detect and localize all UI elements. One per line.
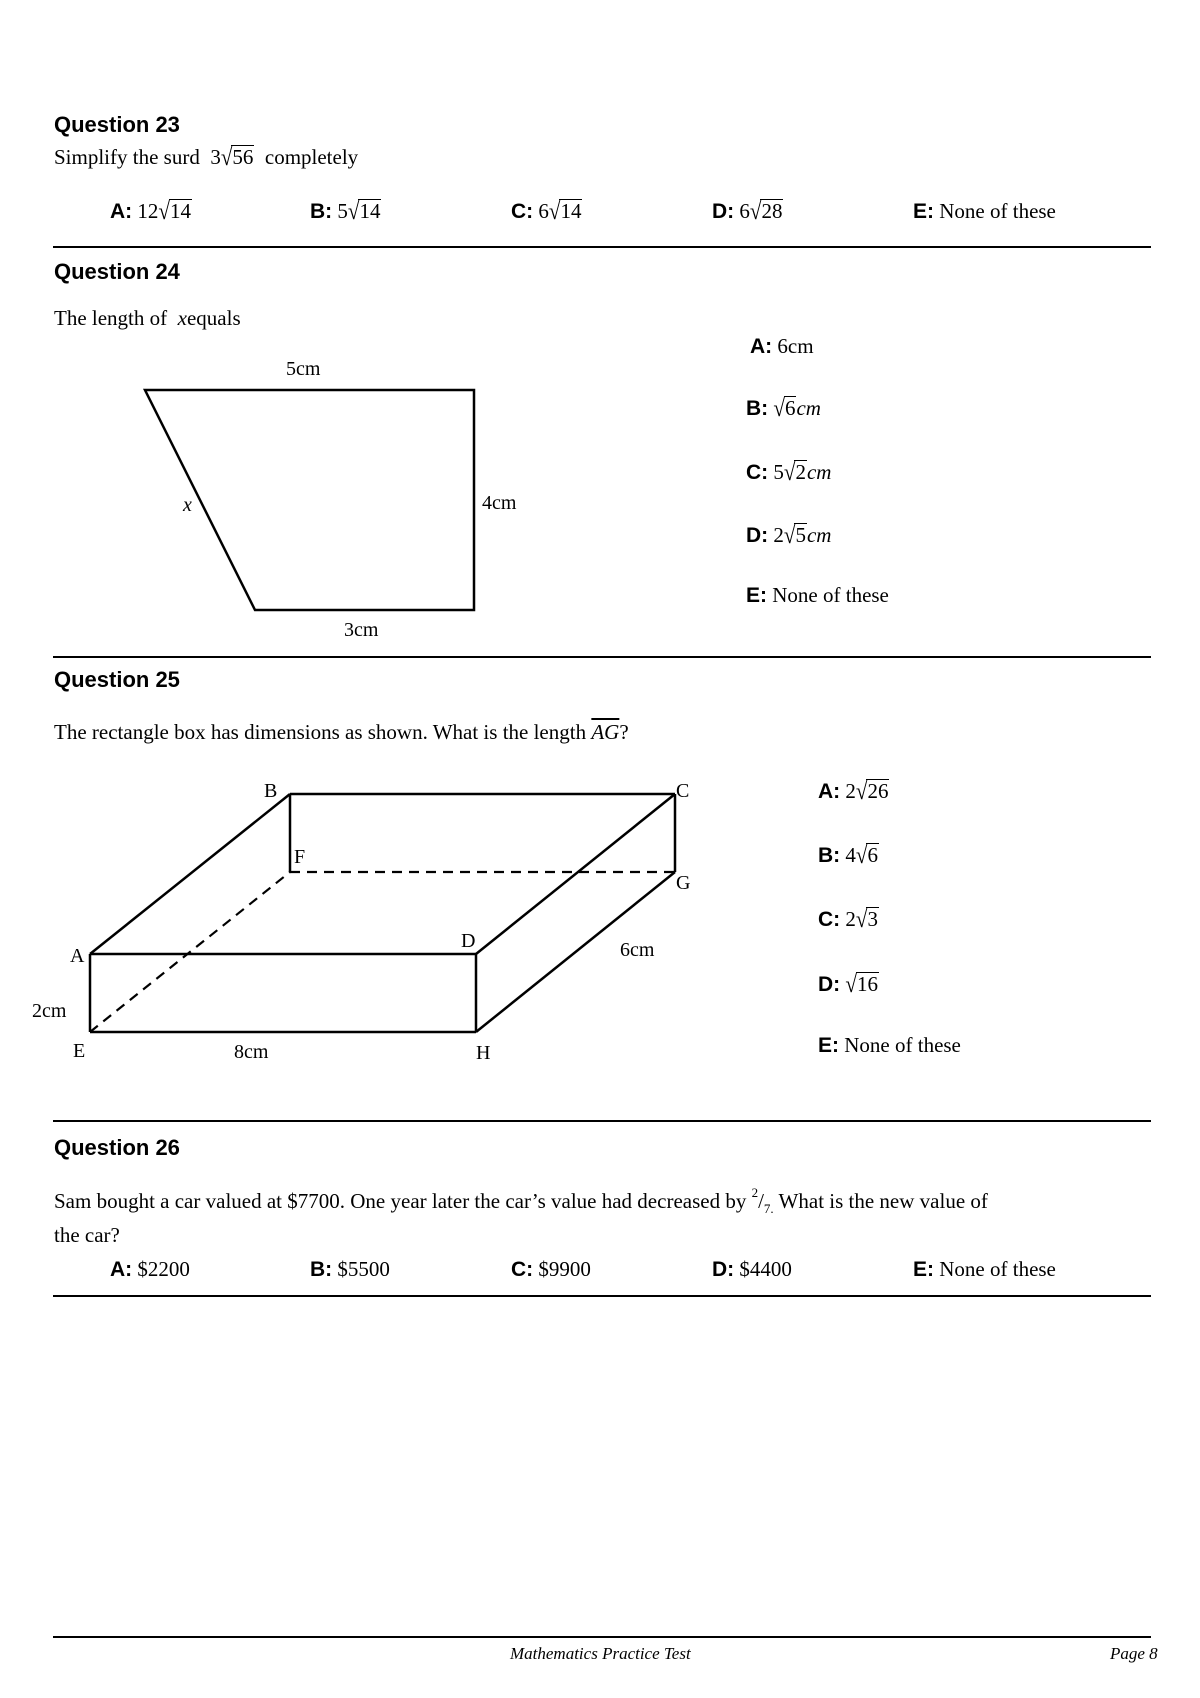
question-26-prompt: Sam bought a car valued at $7700. One year later the car’s value had decreased by $^2/_{7.}$ What is the new value of the car? [54,1185,988,1248]
vertex-d: D [461,930,476,952]
option-radicand: 26 [867,779,889,803]
prompt-segment: $\overline{AG}$ [591,720,620,744]
q26-option-e[interactable] [913,1257,1056,1282]
label-slant-side: x [183,494,192,516]
option-radicand: 14 [169,199,191,223]
prompt-text-line2: the car? [54,1223,120,1248]
option-radicand: 2 [795,460,806,484]
option-radicand: 6 [867,843,878,867]
vertex-g: G [676,872,691,894]
prompt-text: The length of [54,306,168,330]
option-coefficient: 4 [845,843,856,867]
option-letter: A: [110,200,133,223]
option-letter: D: [712,1258,735,1281]
option-radicand: 14 [359,199,381,223]
prompt-text: The rectangle box has dimensions as shown. What is the length [54,720,587,744]
option-letter: D: [712,200,735,223]
q23-option-b[interactable]: B: 5√14 [310,197,381,225]
question-26-title: Question 26 [54,1135,180,1160]
option-letter: A: [750,335,773,358]
option-letter: B: [310,1258,333,1281]
option-letter: D: [746,524,769,547]
q24-option-b[interactable]: B: √6cm [746,394,821,422]
q23-option-d[interactable]: D: 6√28 [712,197,783,225]
prompt-text: Simplify the surd [54,145,200,169]
q26-option-b[interactable] [310,1257,390,1282]
option-text: $4400 [739,1257,792,1281]
option-coefficient: 6 [739,199,750,223]
option-letter: E: [913,1258,934,1281]
divider [53,1295,1151,1297]
footer-title: Mathematics Practice Test [510,1644,691,1663]
option-unit: cm [796,396,821,420]
question-24-title: Question 24 [54,259,180,284]
option-radicand: 14 [560,199,582,223]
option-letter: B: [746,397,769,420]
q23-option-a[interactable]: A: 12√14 [110,197,191,225]
edge-dc [476,794,675,954]
option-unit: cm [806,523,832,547]
option-letter: A: [110,1258,133,1281]
q25-option-c[interactable]: C: 2√3 [818,905,878,933]
option-coefficient: 2 [845,779,856,803]
surd-radicand: 56 [232,145,254,169]
edge-ab [90,794,290,954]
edge-ef-hidden [90,872,290,1032]
prompt-surd: 3√56 [210,143,254,171]
option-text: $9900 [538,1257,591,1281]
q25-option-b[interactable]: B: 4√6 [818,841,878,869]
option-coefficient: 5 [773,460,784,484]
prompt-text-after: equals [186,306,241,330]
option-letter: B: [818,844,841,867]
q25-option-e[interactable] [818,1033,961,1058]
label-height: 2cm [32,1000,67,1022]
option-radicand: 28 [761,199,783,223]
option-text: 6cm [777,334,814,358]
question-23-title: Question 23 [54,112,180,137]
option-letter: A: [818,780,841,803]
option-text: $5500 [337,1257,390,1281]
option-letter: C: [511,200,534,223]
label-top-side: 5cm [286,358,321,380]
option-text: None of these [939,199,1056,223]
option-radicand: 6 [784,396,796,420]
option-letter: C: [511,1258,534,1281]
question-25-title: Question 25 [54,667,180,692]
footer-page-number: Page 8 [1110,1644,1158,1663]
option-letter: E: [746,584,767,607]
q26-option-d[interactable] [712,1257,792,1282]
label-right-side: 4cm [482,492,517,514]
q26-option-c[interactable] [511,1257,591,1282]
option-letter: C: [818,908,841,931]
surd-coefficient: 3 [210,145,221,169]
option-coefficient: 2 [845,907,856,931]
option-coefficient: 2 [773,523,784,547]
prompt-text-after: ? [619,720,629,744]
fraction-numerator: 2 [751,1185,759,1200]
option-letter: B: [310,200,333,223]
vertex-h: H [476,1042,491,1064]
vertex-f: F [294,846,306,868]
label-bottom-side: 3cm [344,619,379,641]
vertex-c: C [676,780,690,802]
q24-option-c[interactable]: C: 5√2cm [746,458,832,486]
prompt-text-after: What is the new value of [778,1189,988,1213]
option-coefficient: 5 [337,199,348,223]
divider [53,1120,1151,1122]
option-unit: cm [806,460,832,484]
q23-option-c[interactable]: C: 6√14 [511,197,582,225]
q25-option-a[interactable]: A: 2√26 [818,777,889,805]
option-radicand: 16 [856,972,878,996]
option-text: None of these [772,583,889,607]
fraction-denominator: 7. [763,1201,774,1217]
prompt-variable: x [177,306,187,330]
option-letter: E: [913,200,934,223]
q26-option-a[interactable] [110,1257,190,1282]
vertex-a: A [70,945,85,967]
footer-rule [53,1636,1151,1638]
option-text: None of these [844,1033,961,1057]
q25-option-d[interactable]: D: √16 [818,970,878,998]
option-radicand: 3 [867,907,878,931]
option-text: $2200 [137,1257,190,1281]
label-length: 8cm [234,1041,269,1063]
option-letter: E: [818,1034,839,1057]
label-depth: 6cm [620,939,655,961]
option-letter: C: [746,461,769,484]
option-text: None of these [939,1257,1056,1281]
option-letter: D: [818,973,841,996]
vertex-e: E [73,1040,86,1062]
prompt-text-after: completely [264,145,359,169]
prompt-text: Sam bought a car valued at $7700. One year later the car’s value had decreased by [54,1189,747,1213]
option-coefficient: 12 [137,199,159,223]
vertex-b: B [264,780,278,802]
q24-option-d[interactable]: D: 2√5cm [746,521,832,549]
option-radicand: 5 [795,523,806,547]
option-coefficient: 6 [538,199,549,223]
